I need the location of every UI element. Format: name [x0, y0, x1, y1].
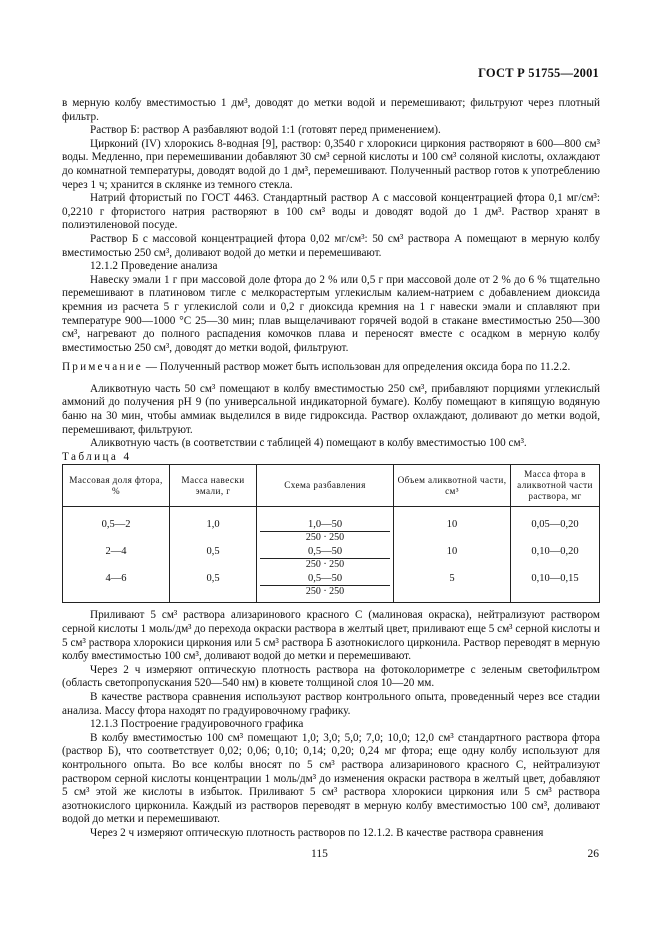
paragraphs-top [62, 97, 600, 355]
table-row [63, 517, 600, 544]
aliquot-volume-cell-value: 5 [449, 573, 455, 585]
aliquot-volume-cell-value: 10 [446, 546, 458, 558]
dilution-fraction [260, 546, 390, 571]
paragraph: Раствор Б с массовой концентрацией фтора 0,02 мг/см³: 50 см³ раствора А помещают в мерную колбу вместимостью 250 см³, доливают водой до метки и перемешивают. [62, 232, 600, 259]
paragraph: Навеску эмали 1 г при массовой доле фтора до 2 % или 0,5 г при массовой доле от 2 % до 6 % тщательно перемешивают в платиновом тигле с мелкорастертым углекислым калием-натрием с добавлением диоксида кремния из расчета 5 г углекислой соли и 0,2 г диоксида кремния на 1 г навески эмали и сплавляют при температуре 900—1000 °С 25—30 мин; плав выщелачивают горячей водой в стакане вместимостью 250—300 см³, нагревают до полного распадения комочков плава и переносят вместе с осадком в мерную колбу вместимостью 250 см³, доводят до метки водой, фильтруют. [62, 273, 600, 354]
fluorine-mass-cell [511, 571, 600, 603]
paragraph: Аликвотную часть (в соответствии с таблицей 4) помещают в колбу вместимостью 100 см³. [90, 437, 527, 450]
paragraph: 12.1.3 Построение градуировочного графика [90, 718, 304, 731]
fluorine-mass-cell-value: 0,10—0,20 [531, 546, 579, 558]
table-header-row [63, 465, 600, 507]
note-paragraph [62, 361, 600, 375]
paragraph: Через 2 ч измеряют оптическую плотность раствора на фотоколориметре с зеленым светофильтром (область светопропускания 520—540 нм) в кювете толщиной слоя 10—20 мм. [62, 663, 600, 690]
paragraphs-bottom [62, 609, 600, 840]
aliquot-volume-cell-value: 10 [446, 519, 458, 531]
paragraphs-mid [62, 383, 600, 451]
dilution-scheme-cell [257, 544, 394, 571]
paragraph: Через 2 ч измеряют оптическую плотность растворов по 12.1.2. В качестве раствора сравнения [90, 826, 544, 839]
fluorine-fraction-cell [63, 517, 170, 544]
dilution-numerator: 1,0—50 [260, 519, 390, 532]
table-caption: Таблица 4 [62, 450, 132, 463]
standard-header: ГОСТ Р 51755—2001 [478, 66, 599, 80]
fluorine-mass-cell-value: 0,10—0,15 [531, 573, 579, 585]
table-header-cell: Массовая доля фтора, % [63, 465, 170, 507]
dilution-denominator: 250 · 250 [305, 586, 345, 598]
table-body [63, 507, 600, 603]
dilution-scheme-cell [257, 517, 394, 544]
aliquot-volume-cell [394, 517, 511, 544]
table-row [63, 571, 600, 603]
paragraph: В колбу вместимостью 100 см³ помещают 1,0; 3,0; 5,0; 7,0; 10,0; 12,0 см³ стандартного раствора фтора (раствор Б), что соответствует 0,02; 0,06; 0,10; 0,14; 0,20; 0,24 мг фтора; еще одну колбу используют для контрольного опыта. Во все колбы вносят по 5 см³ раствора ализаринового красного С, нейтрализуют раствором серной кислоты концентрации 1 моль/дм³ до изменения окраски раствора в желтый цвет, добавляют 5 см³ этой же кислоты в избыток. Приливают 5 см³ раствора хлорокиси циркония или 5 см³ раствора азотнокислого цирконила. Каждый из растворов переводят в мерную колбу вместимостью 100 см³, доливают водой до метки и перемешивают. [62, 731, 600, 826]
sample-mass-cell [170, 517, 257, 544]
note-text: — Полученный раствор может быть использован для определения оксида бора по 11.2.2. [142, 361, 571, 374]
sample-mass-cell-value: 1,0 [206, 519, 220, 531]
dilution-table [62, 464, 600, 603]
sample-mass-cell [170, 544, 257, 571]
aliquot-volume-cell [394, 544, 511, 571]
sample-mass-cell [170, 571, 257, 603]
table-header-cell: Масса навески эмали, г [170, 465, 257, 507]
fluorine-mass-cell-value: 0,05—0,20 [531, 519, 579, 531]
fluorine-fraction-cell-value: 0,5—2 [101, 519, 131, 531]
fluorine-fraction-cell-value: 4—6 [105, 573, 127, 585]
dilution-denominator: 250 · 250 [305, 559, 345, 571]
paragraph: Приливают 5 см³ раствора ализаринового красного С (малиновая окраска), нейтрализуют раствором серной кислоты 1 моль/дм³ до перехода окраски раствора в желтый цвет, приливают еще 5 см³ серной кислоты и 5 см³ раствора хлорокиси циркония или 5 см³ раствора Б азотнокислого цирконила. Раствор переводят в мерную колбу вместимостью 100 см³, доливают водой до метки и перемешивают. [62, 609, 600, 663]
paragraph: Аликвотную часть 50 см³ помещают в колбу вместимостью 250 см³, прибавляют порциями углекислый аммоний до получения рН 9 (по универсальной индикаторной бумаге). Колбу помещают в кипящую водяную баню на 30 мин, чтобы аммиак выделился в виде гидроксида. Раствор охлаждают, доливают до метки водой, перемешивают, фильтруют. [62, 382, 600, 436]
sample-mass-cell-value: 0,5 [206, 546, 220, 558]
fluorine-fraction-cell-value: 2—4 [105, 546, 127, 558]
table-header-cell: Схема разбавления [257, 465, 394, 507]
paragraph: Раствор Б: раствор А разбавляют водой 1:1 (готовят перед применением). [90, 124, 441, 137]
table-header-cell: Объем аликвотной части, см³ [394, 465, 511, 507]
aliquot-volume-cell [394, 571, 511, 603]
table-header-cell: Масса фтора в аликвотной части раствора, мг [511, 465, 600, 507]
paragraph: в мерную колбу вместимостью 1 дм³, доводят до метки водой и перемешивают; фильтруют через плотный фильтр. [62, 97, 600, 123]
sample-mass-cell-value: 0,5 [206, 573, 220, 585]
fluorine-mass-cell [511, 517, 600, 544]
fluorine-mass-cell [511, 544, 600, 571]
paragraph: Натрий фтористый по ГОСТ 4463. Стандартный раствор А с массовой концентрацией фтора 0,1 мг/см³: 0,2210 г фтористого натрия растворяют в 100 см³ воды и доводят водой до 1 дм³. Раствор хранят в полиэтиленовой посуде. [62, 192, 600, 232]
dilution-fraction [260, 573, 390, 598]
dilution-denominator: 250 · 250 [305, 532, 345, 544]
fluorine-fraction-cell [63, 571, 170, 603]
dilution-numerator: 0,5—50 [260, 573, 390, 586]
document-body [62, 97, 600, 841]
dilution-numerator: 0,5—50 [260, 546, 390, 559]
fluorine-fraction-cell [63, 544, 170, 571]
note-label: Примечание [62, 361, 143, 374]
paragraph: Цирконий (IV) хлорокись 8-водная [9], раствор: 0,3540 г хлорокиси циркония растворяют в 600—800 см³ воды. Медленно, при перемешивании добавляют 30 см³ серной кислоты и 100 см³ соляной кислоты, охлаждают до комнатной температуры, доводят водой до 1 дм³, перемешивают. Полученный раствор готов к употреблению через 1 ч; хранится в склянке из темного стекла. [62, 137, 600, 191]
table-row [63, 544, 600, 571]
paragraph: 12.1.2 Проведение анализа [90, 260, 218, 273]
table-spacer-row [63, 507, 600, 518]
dilution-fraction [260, 519, 390, 544]
dilution-scheme-cell [257, 571, 394, 603]
paragraph: В качестве раствора сравнения используют раствор контрольного опыта, проведенный через все стадии анализа. Массу фтора находят по градуировочному графику. [62, 691, 600, 717]
page-number-right: 26 [587, 848, 599, 860]
page-number-center: 115 [311, 848, 328, 860]
